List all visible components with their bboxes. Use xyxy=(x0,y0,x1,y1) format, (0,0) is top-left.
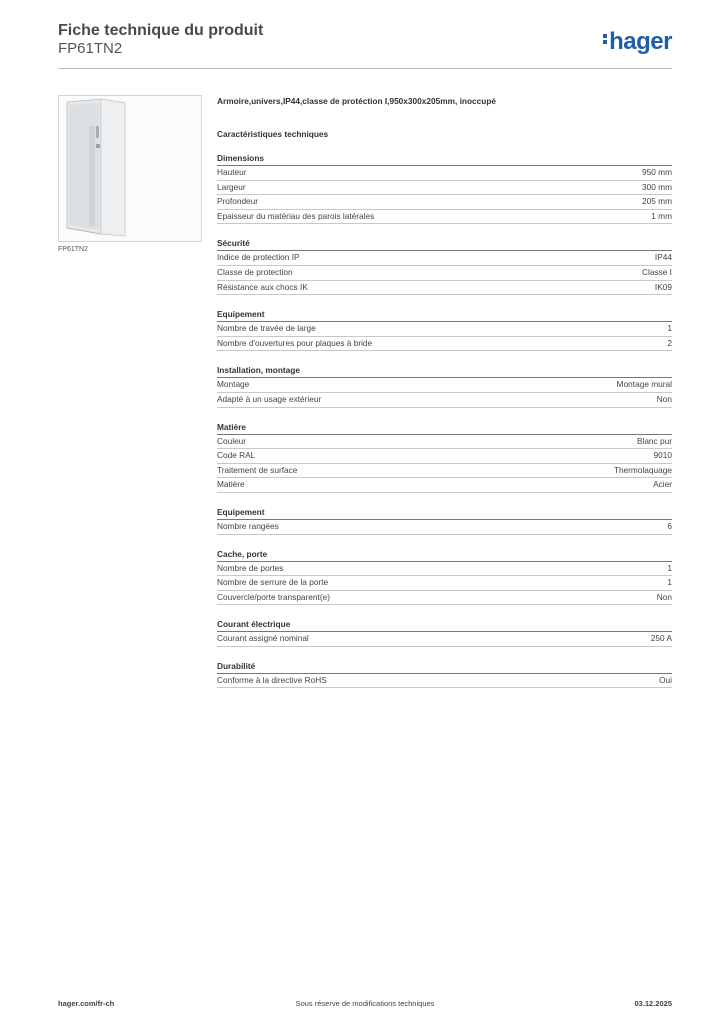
spec-value: Non xyxy=(656,393,672,404)
spec-row xyxy=(217,632,672,647)
spec-value: 9010 xyxy=(653,450,672,461)
spec-row xyxy=(217,181,672,196)
spec-label: Traitement de surface xyxy=(217,464,298,475)
header-divider xyxy=(58,68,672,69)
footer-date: 03.12.2025 xyxy=(634,999,672,1008)
spec-section xyxy=(217,422,672,493)
section-title: Equipement xyxy=(217,309,672,322)
spec-row xyxy=(217,674,672,689)
spec-value: 950 mm xyxy=(642,167,672,177)
spec-value: 6 xyxy=(667,520,672,531)
spec-section xyxy=(217,309,672,351)
spec-section xyxy=(217,549,672,606)
spec-label: Conforme à la directive RoHS xyxy=(217,674,327,685)
spec-sections xyxy=(217,153,672,688)
spec-row xyxy=(217,195,672,210)
spec-value: Thermolaquage xyxy=(613,464,672,475)
spec-label: Résistance aux chocs IK xyxy=(217,281,308,292)
spec-row xyxy=(217,449,672,464)
spec-section xyxy=(217,238,672,295)
spec-content xyxy=(217,96,672,688)
tech-title: Caractéristiques techniques xyxy=(217,129,329,139)
spec-label: Nombre de portes xyxy=(217,562,284,573)
section-title: Durabilité xyxy=(217,661,672,674)
spec-value: IK09 xyxy=(654,281,672,292)
spec-row xyxy=(217,378,672,393)
spec-section xyxy=(217,365,672,407)
spec-label: Largeur xyxy=(217,181,246,192)
spec-label: Classe de protection xyxy=(217,266,293,277)
spec-section xyxy=(217,619,672,647)
footer-website[interactable]: hager.com/fr-ch xyxy=(58,999,115,1008)
section-title: Dimensions xyxy=(217,153,672,166)
hager-logo xyxy=(603,28,672,56)
spec-row xyxy=(217,322,672,337)
spec-value: 300 mm xyxy=(642,181,672,192)
spec-value: 250 A xyxy=(650,633,672,644)
document-header xyxy=(58,21,263,58)
document-title: Fiche technique du produit xyxy=(58,22,264,39)
spec-row xyxy=(217,478,672,493)
section-title: Installation, montage xyxy=(217,365,672,378)
spec-row xyxy=(217,464,672,479)
spec-label: Profondeur xyxy=(217,196,259,207)
spec-value: Non xyxy=(656,591,672,602)
section-title: Courant électrique xyxy=(217,619,672,632)
section-title: Cache, porte xyxy=(217,549,672,562)
product-code: FP61TN2 xyxy=(58,40,123,57)
spec-value: Blanc pur xyxy=(636,435,672,446)
spec-value: Classe I xyxy=(642,266,672,277)
section-title: Matière xyxy=(217,422,672,435)
spec-section xyxy=(217,661,672,689)
spec-section xyxy=(217,153,672,224)
section-title: Equipement xyxy=(217,507,672,520)
spec-row xyxy=(217,281,672,296)
spec-row xyxy=(217,337,672,352)
spec-value: 205 mm xyxy=(642,196,672,207)
spec-value: 1 xyxy=(667,577,672,588)
cabinet-illustration xyxy=(59,96,201,241)
spec-label: Montage xyxy=(217,379,250,390)
spec-value: Montage mural xyxy=(616,379,672,390)
spec-row xyxy=(217,251,672,266)
spec-value: 2 xyxy=(667,337,672,348)
spec-row xyxy=(217,562,672,577)
spec-row xyxy=(217,520,672,535)
spec-label: Epaisseur du matériau des parois latérales xyxy=(217,210,375,221)
spec-value: 1 mm xyxy=(651,210,672,221)
spec-value: 1 xyxy=(667,562,672,573)
spec-row xyxy=(217,166,672,181)
product-description: Armoire,univers,IP44,classe de protéction I,950x300x205mm, inoccupé xyxy=(217,96,496,106)
spec-label: Nombre de travée de large xyxy=(217,323,316,334)
logo-text: hager xyxy=(609,28,672,55)
spec-value: 1 xyxy=(667,323,672,334)
spec-row xyxy=(217,591,672,606)
spec-row xyxy=(217,393,672,408)
spec-label: Code RAL xyxy=(217,450,256,461)
spec-label: Courant assigné nominal xyxy=(217,633,309,644)
spec-value: Acier xyxy=(653,479,672,490)
spec-row xyxy=(217,576,672,591)
spec-label: Indice de protection IP xyxy=(217,252,300,263)
image-caption: FP61TN2 xyxy=(58,246,88,253)
spec-label: Nombre rangées xyxy=(217,520,279,531)
footer-disclaimer: Sous réserve de modifications techniques xyxy=(295,999,435,1008)
spec-row xyxy=(217,210,672,225)
spec-section xyxy=(217,507,672,535)
section-title: Sécurité xyxy=(217,238,672,251)
spec-label: Hauteur xyxy=(217,167,247,177)
spec-label: Adapté à un usage extérieur xyxy=(217,393,322,404)
spec-label: Nombre de serrure de la porte xyxy=(217,577,329,588)
spec-value: IP44 xyxy=(654,252,672,263)
spec-row xyxy=(217,435,672,450)
spec-label: Couvercle/porte transparent(e) xyxy=(217,591,330,602)
spec-label: Nombre d'ouvertures pour plaques à bride xyxy=(217,337,373,348)
spec-value: Oui xyxy=(659,674,672,685)
product-image xyxy=(58,95,202,242)
spec-row xyxy=(217,266,672,281)
spec-label: Matière xyxy=(217,479,245,490)
spec-label: Couleur xyxy=(217,435,247,446)
